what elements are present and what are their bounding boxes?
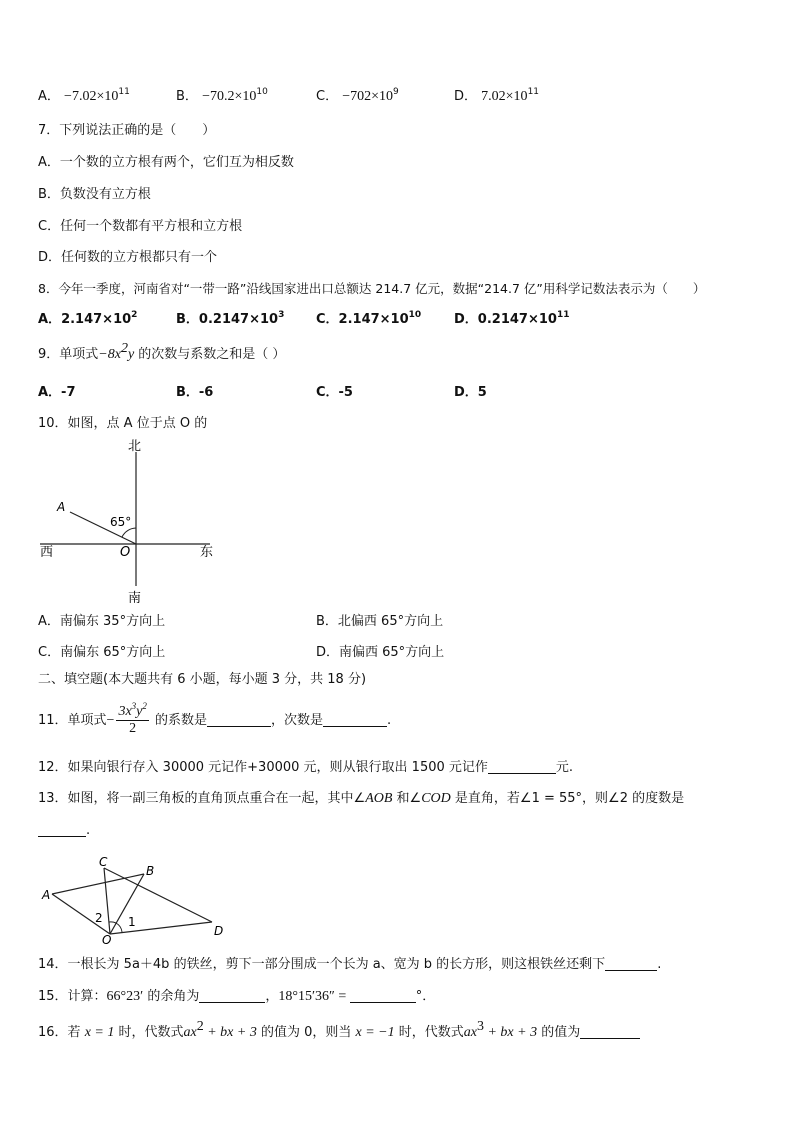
segment-od	[110, 922, 212, 934]
angle-65-label: 65°	[110, 515, 132, 529]
q14: 14．一根长为 5a＋4b 的铁丝，剪下一部分围成一个长为 a、宽为 b 的长方形，则这根铁丝还剩下 .	[38, 957, 662, 972]
q14-blank[interactable]	[605, 956, 657, 971]
q9-stem: 9．单项式$-8x^2y$ 的次数与系数之和是（ ）	[38, 341, 286, 362]
angle-1-label: 1	[128, 915, 136, 929]
q7-option-d: D．任何数的立方根都只有一个	[38, 250, 218, 265]
q8-option-a: A．$2.147\times 10^2$	[38, 310, 138, 327]
point-a-label: A	[57, 500, 66, 514]
q7-option-b: B．负数没有立方根	[38, 187, 151, 202]
q11-fraction: $\frac{3x^3y^2}{2}$	[118, 701, 147, 736]
q16: 16．若 x = 1 时，代数式$ax^2$ + bx + 3 的值为 0，则当 x = −1 时，代数式$ax^3$ + bx + 3 的值为	[38, 1024, 640, 1042]
point-c-label: C	[99, 855, 108, 869]
angle-arc	[122, 528, 136, 537]
q13-blank[interactable]	[38, 822, 86, 837]
q15-degree-blank[interactable]	[350, 988, 416, 1003]
section-2-title: 二、填空题(本大题共有 6 小题，每小题 3 分，共 18 分)	[38, 672, 367, 687]
q7-stem: 7．下列说法正确的是（ ）	[38, 123, 216, 138]
q10-option-b: B．北偏西 65°方向上	[316, 614, 444, 629]
q10-stem: 10．如图，点 A 位于点 O 的	[38, 416, 208, 431]
q10-option-c: C．南偏东 65°方向上	[38, 645, 166, 660]
west-label: 西	[40, 545, 54, 560]
north-label: 北	[128, 439, 142, 454]
south-label: 南	[128, 591, 142, 606]
q12-blank[interactable]	[488, 759, 556, 774]
q11-coefficient-blank[interactable]	[207, 712, 271, 727]
compass-figure	[30, 436, 230, 608]
q7-option-c: C．任何一个数都有平方根和立方根	[38, 219, 243, 234]
q15: 15．计算：66°23′ 的余角为 ，18°15′36″ = °．	[38, 989, 436, 1004]
q9-option-a: A．-7	[38, 385, 76, 400]
point-o-label: O	[102, 933, 112, 944]
q9-option-c: C．-5	[316, 385, 353, 400]
q8-option-b: B．$0.2147\times 10^3$	[176, 310, 285, 327]
point-d-label: D	[214, 924, 224, 938]
segment-ab	[52, 874, 144, 894]
point-b-label: B	[146, 864, 155, 878]
q13-line1: 13．如图，将一副三角板的直角顶点重合在一起，其中∠AOB 和∠COD 是直角，若∠1 = 55°，则∠2 的度数是	[38, 791, 685, 806]
triangles-figure	[36, 852, 236, 944]
segment-oc	[104, 868, 110, 934]
q6-option-b: B． $-70.2\times 10^{10}$	[176, 87, 268, 104]
q8-option-c: C．$2.147\times 10^{10}$	[316, 310, 422, 327]
angle-arc-1	[116, 923, 122, 932]
point-a-label: A	[42, 888, 51, 902]
q12: 12．如果向银行存入 30000 元记作+30000 元，则从银行取出 1500 元记作 元.	[38, 760, 574, 775]
east-label: 东	[200, 545, 214, 560]
q8-stem: 8．今年一季度，河南省对“一带一路”沿线国家进出口总额达 214.7 亿元，数据“214.7 亿”用科学记数法表示为（ ）	[38, 281, 706, 296]
angle-2-label: 2	[95, 911, 103, 925]
q13-line2: .	[38, 822, 90, 840]
q6-option-c: C． $-702\times 10^9$	[316, 87, 399, 104]
q9-option-b: B．-6	[176, 385, 214, 400]
q6-option-a: A． $-7.02\times 10^{11}$	[38, 87, 130, 104]
q6-option-d: D． $7.02\times 10^{11}$	[454, 87, 540, 104]
q10-option-a: A．南偏东 35°方向上	[38, 614, 166, 629]
q16-blank[interactable]	[580, 1024, 640, 1039]
q11: 11．单项式− $\frac{3x^3y^2}{2}$ 的系数是 ，次数是 .	[38, 701, 392, 736]
point-o-label: O	[120, 545, 131, 560]
segment-cd	[104, 868, 212, 922]
segment-ob	[110, 874, 144, 934]
q15-complement-blank[interactable]	[199, 988, 265, 1003]
q8-option-d: D．$0.2147\times 10^{11}$	[454, 310, 570, 327]
angle-arc-2	[109, 922, 116, 923]
q9-option-d: D．5	[454, 385, 487, 400]
q7-option-a: A．一个数的立方根有两个，它们互为相反数	[38, 155, 294, 170]
q11-degree-blank[interactable]	[323, 712, 387, 727]
q10-option-d: D．南偏西 65°方向上	[316, 645, 445, 660]
